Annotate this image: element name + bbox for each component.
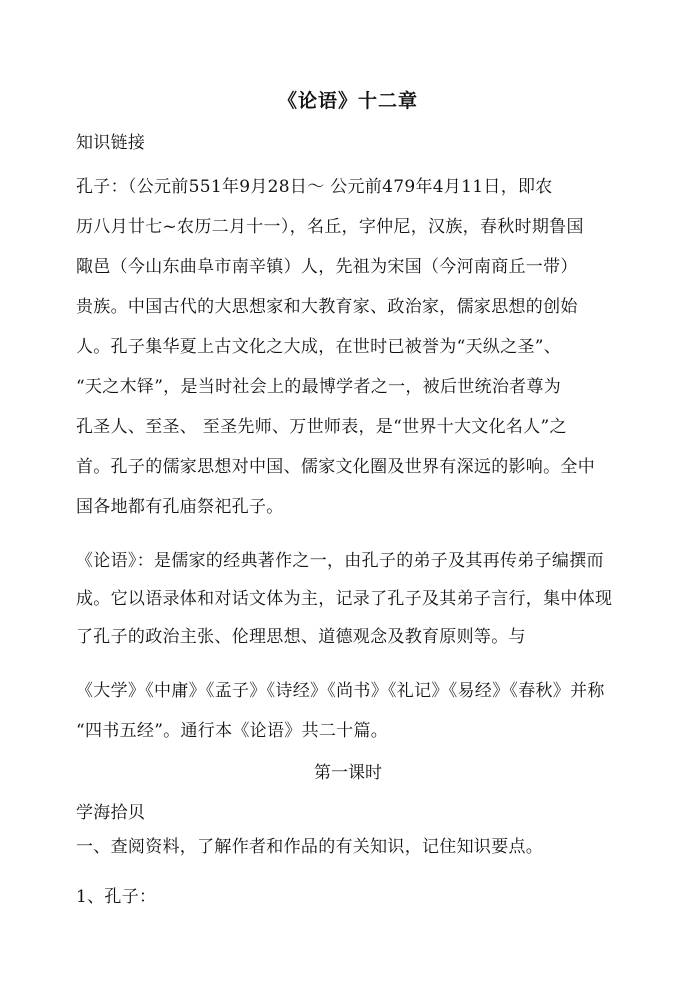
paragraph-line: 历八月廿七~农历二月十一），名丘，字仲尼，汉族，春秋时期鲁国 (76, 217, 584, 237)
paragraph-line: 陬邑（今山东曲阜市南辛镇）人，先祖为宋国（今河南商丘一带） (76, 257, 578, 277)
paragraph-line: 贵族。中国古代的大思想家和大教育家、政治家，儒家思想的创始 (76, 297, 578, 317)
paragraph-line: “四书五经”。通行本《论语》共二十篇。 (76, 721, 389, 741)
paragraph-line: 《大学》《中庸》《孟子》《诗经》《尚书》《礼记》《易经》《春秋》并称 (76, 681, 605, 701)
lesson-heading: 第一课时 (314, 763, 382, 783)
paragraph-line: “天之木铎”，是当时社会上的最博学者之一，被后世统治者尊为 (76, 377, 562, 397)
paragraph-line: 《论语》：是儒家的经典著作之一，由孔子的弟子及其再传弟子编撰而 (76, 551, 604, 571)
task-one: 一、查阅资料，了解作者和作品的有关知识，记住知识要点。 (76, 837, 544, 857)
paragraph-line: 孔圣人、至圣、 至圣先师、万世师表，是“世界十大文化名人”之 (76, 417, 567, 437)
item-one: 1、孔子： (76, 887, 157, 907)
paragraph-line: 国各地都有孔庙祭祀孔子。 (76, 497, 284, 517)
paragraph-line: 孔子：（公元前551年9月28日～ 公元前479年4月11日，即农 (76, 177, 553, 197)
paragraph-line: 首。孔子的儒家思想对中国、儒家文化圈及世界有深远的影响。全中 (76, 457, 595, 477)
paragraph-line: 了孔子的政治主张、伦理思想、道德观念及教育原则等。与 (76, 627, 526, 647)
paragraph-line: 人。孔子集华夏上古文化之大成，在世时已被誉为“天纵之圣”、 (76, 337, 562, 357)
section-heading-knowledge: 知识链接 (76, 133, 146, 153)
paragraph-line: 成。它以语录体和对话文体为主，记录了孔子及其弟子言行，集中体现 (76, 589, 613, 609)
document-title: 《论语》十二章 (277, 90, 418, 112)
section-heading-study: 学海拾贝 (76, 803, 146, 823)
